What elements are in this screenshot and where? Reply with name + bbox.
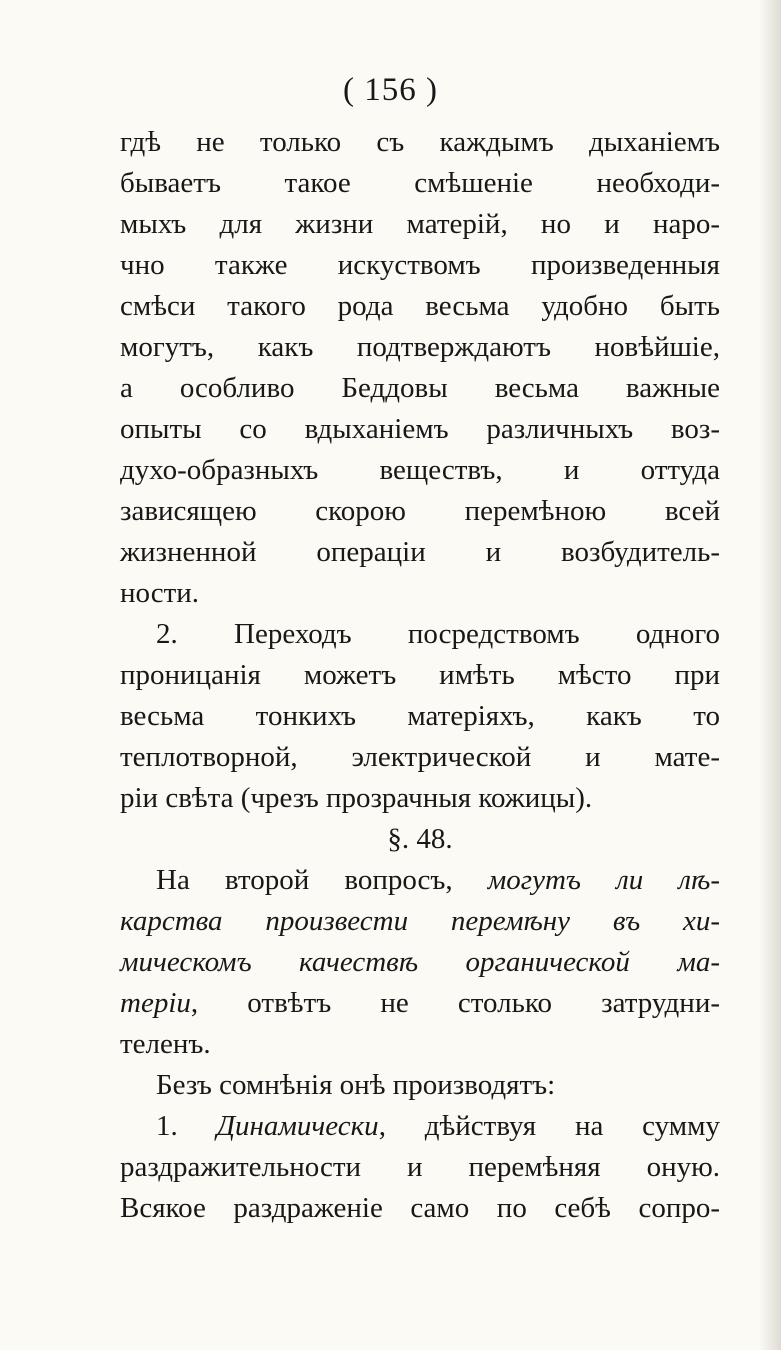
text-line: [120, 1106, 720, 1147]
text-line: бываетъ такое смѣшеніе необходи-: [120, 167, 720, 199]
italic-run: Динамически: [216, 1110, 379, 1142]
italic-run: карства произвести перемѣну въ хи-: [120, 905, 720, 937]
text-run: На второй вопросъ,: [156, 864, 488, 896]
text-run: , отвѣтъ не столько затрудни-: [190, 987, 720, 1019]
text-run: , дѣйствуя на сумму: [378, 1110, 720, 1142]
section-heading: §. 48.: [387, 823, 453, 855]
text-line: ности.: [120, 577, 200, 609]
text-line: смѣси такого рода весьма удобно быть: [120, 290, 720, 322]
text-line: опыты со вдыханіемъ различныхъ воз-: [120, 413, 720, 445]
text-line: духо-образныхъ веществъ, и оттуда: [120, 454, 720, 486]
text-line: [120, 942, 720, 983]
paragraph-continuation: [120, 122, 720, 1229]
text-line: гдѣ не только съ каждымъ дыханіемъ: [120, 126, 720, 158]
text-line: зависящею скорою перемѣною всей: [120, 495, 720, 527]
text-line: Безъ сомнѣнія онѣ производятъ:: [156, 1069, 556, 1101]
text-line: проницанія можетъ имѣть мѣсто при: [120, 659, 720, 691]
italic-run: могутъ ли лѣ-: [487, 864, 720, 896]
text-run: 1.: [156, 1110, 217, 1142]
page-edge-shadow: [759, 0, 781, 1350]
italic-run: теріи: [120, 987, 191, 1019]
text-line: теплотворной, электрической и мате-: [120, 741, 720, 773]
text-line: жизненной операціи и возбудитель-: [120, 536, 720, 568]
text-line: ріи свѣта (чрезъ прозрачныя кожицы).: [120, 782, 593, 814]
text-line: раздражительности и перемѣняя оную.: [120, 1151, 720, 1183]
text-line: [120, 901, 720, 942]
page-number: ( 156 ): [343, 72, 438, 108]
text-line: 2. Переходъ посредствомъ одного: [156, 618, 720, 650]
text-line: Всякое раздраженіе само по себѣ сопро-: [120, 1192, 720, 1224]
italic-run: мическомъ качествѣ органической ма-: [120, 946, 720, 978]
text-line: мыхъ для жизни матерій, но и наро-: [120, 208, 720, 240]
text-line: [120, 1024, 720, 1065]
text-run: теленъ.: [120, 1028, 211, 1060]
text-line: [120, 860, 720, 901]
text-line: [120, 983, 720, 1024]
text-line: чно также искуствомъ произведенныя: [120, 249, 720, 281]
text-line: могутъ, какъ подтверждаютъ новѣйшіе,: [120, 331, 720, 363]
text-line: весьма тонкихъ матеріяхъ, какъ то: [120, 700, 720, 732]
text-line: а особливо Беддовы весьма важные: [120, 372, 720, 404]
